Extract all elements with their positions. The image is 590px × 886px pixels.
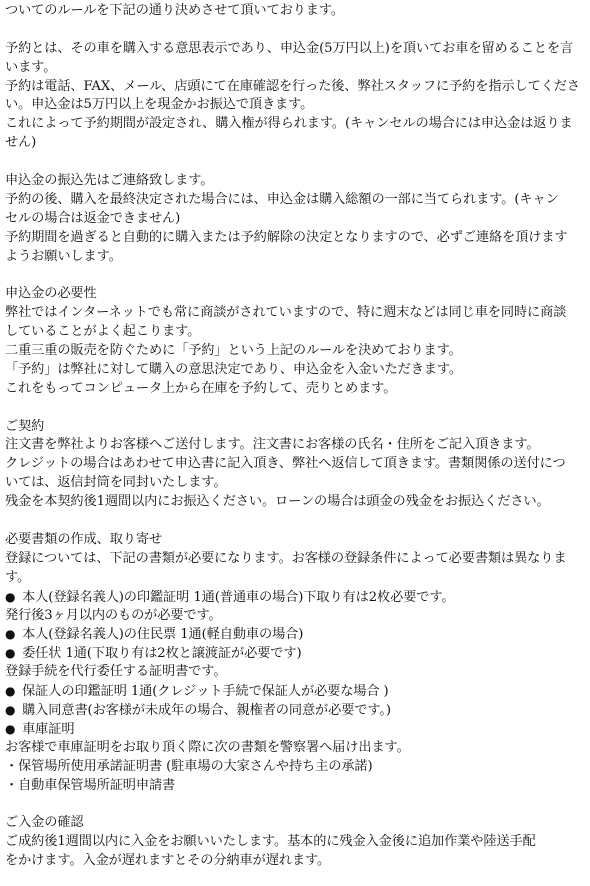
- payment-line: ご成約後1週間以内に入金をお願いいたします。基本的に残金入金後に追加作業や陸送手配: [5, 834, 536, 850]
- documents-line: す。: [5, 569, 31, 585]
- reservation-section: [5, 40, 587, 153]
- spacer: [5, 153, 587, 172]
- contract-line: いては、返信封筒を同封いたします。: [5, 475, 227, 491]
- document-item-purchase-consent: [5, 701, 587, 720]
- payment-line: をかけます。入金が遅れますとその分納車が遅れます。: [5, 853, 331, 869]
- spacer: [5, 399, 587, 418]
- bullet-icon: ●: [5, 702, 16, 717]
- documents-section: [5, 531, 587, 795]
- reservation-line: います。: [5, 59, 57, 75]
- deposit-transfer-line: 予約期間を過ぎると自動的に購入または予約解除の決定となりますので、必ずご連絡を頂けます: [5, 229, 568, 245]
- document-subitem: ・保管場所使用承諾証明書 (駐車場の大家さんや持ち主の承諾): [5, 758, 373, 774]
- bullet-icon: ●: [5, 646, 16, 661]
- spacer: [5, 21, 587, 40]
- document-item-guarantor-seal: [5, 682, 587, 701]
- deposit-transfer-section: [5, 172, 587, 266]
- spacer: [5, 795, 587, 814]
- bullet-icon: ●: [5, 684, 16, 699]
- deposit-necessity-line: これをもってコンピュータ上から在庫を予約して、売りとめます。: [5, 380, 397, 396]
- bullet-icon: ●: [5, 627, 16, 642]
- deposit-necessity-heading: 申込金の必要性: [5, 286, 97, 302]
- documents-line: 登録については、下記の書類が必要になります。お客様の登録条件によって必要書類は異なりま: [5, 550, 567, 566]
- bullet-icon: ●: [5, 589, 16, 604]
- spacer: [5, 266, 587, 285]
- document-item-seal-certificate: [5, 588, 587, 607]
- document-item-resident-card: [5, 625, 587, 644]
- document-item-power-of-attorney: [5, 644, 587, 663]
- deposit-transfer-line: ようお願いします。: [5, 248, 122, 264]
- contract-line: 注文書を弊社よりお客様へご送付します。注文書にお客様の氏名・住所をご記入頂きます。: [5, 437, 540, 453]
- bullet-icon: ●: [5, 721, 16, 736]
- payment-heading: ご入金の確認: [5, 815, 84, 831]
- contract-section: [5, 418, 587, 512]
- contract-line: 残金を本契約後1週間以内にお振込ください。ローンの場合は頭金の残金をお振込ください。: [5, 494, 550, 510]
- document-body: [5, 2, 587, 871]
- deposit-necessity-line: していることがよく起こります。: [5, 324, 201, 340]
- document-item-note: お客様で車庫証明をお取り頂く際に次の書類を警察署へ届け出ます。: [5, 739, 410, 755]
- reservation-line: 予約は電話、FAX、メール、店頭にて在庫確認を行った後、弊社スタッフに予約を指示してくださ: [5, 78, 580, 94]
- deposit-necessity-section: [5, 285, 587, 398]
- document-item-text: 本人(登録名義人)の住民票 1通(軽自動車の場合): [22, 627, 304, 643]
- deposit-necessity-line: 「予約」は弊社に対して購入の意思決定であり、申込金を入金いただきます。: [5, 361, 463, 377]
- reservation-line: せん): [5, 135, 37, 151]
- contract-heading: ご契約: [5, 418, 45, 434]
- deposit-transfer-line: 申込金の振込先はご連絡致します。: [5, 173, 214, 189]
- deposit-necessity-line: 弊社ではインターネットでも常に商談がされていますので、特に週末などは同じ車を同時に商談: [5, 305, 567, 321]
- reservation-line: これによって予約期間が設定され、購入権が得られます。(キャンセルの場合には申込金は返りま: [5, 116, 573, 132]
- document-subitem: ・自動車保管場所証明申請書: [5, 777, 176, 793]
- payment-section: [5, 814, 587, 871]
- document-item-text: 保証人の印鑑証明 1通(クレジット手続で保証人が必要な場合 ): [22, 684, 389, 700]
- intro-line: ついてのルールを下記の通り決めさせて頂いております。: [5, 3, 344, 18]
- reservation-line: 予約とは、その車を購入する意思表示であり、申込金(5万円以上)を頂いてお車を留めることを言: [5, 40, 574, 56]
- deposit-necessity-line: 二重三重の販売を防ぐために「予約」という上記のルールを決めております。: [5, 343, 462, 359]
- deposit-transfer-line: 予約の後、購入を最終決定された場合には、申込金は購入総額の一部に当てられます。(キャン: [5, 191, 559, 207]
- documents-heading: 必要書類の作成、取り寄せ: [5, 531, 163, 547]
- document-item-text: 委任状 1通(下取り有は2枚と譲渡証が必要です): [22, 646, 302, 662]
- deposit-transfer-line: セルの場合は返金できません): [5, 210, 181, 226]
- document-item-text: 車庫証明: [22, 721, 75, 737]
- document-item-text: 本人(登録名義人)の印鑑証明 1通(普通車の場合)下取り有は2枚必要です。: [22, 589, 455, 605]
- document-item-note: 発行後3ヶ月以内のものが必要です。: [5, 607, 222, 623]
- reservation-line: い。申込金は5万円以上を現金かお振込で頂きます。: [5, 97, 314, 113]
- contract-line: クレジットの場合はあわせて申込書に記入頂き、弊社へ返信して頂きます。書類関係の送付につ: [5, 456, 566, 472]
- document-item-garage-certificate: [5, 720, 587, 739]
- spacer: [5, 512, 587, 531]
- document-item-note: 登録手続を代行委任する証明書です。: [5, 664, 227, 680]
- document-item-text: 購入同意書(お客様が未成年の場合、親権者の同意が必要です。): [22, 702, 391, 718]
